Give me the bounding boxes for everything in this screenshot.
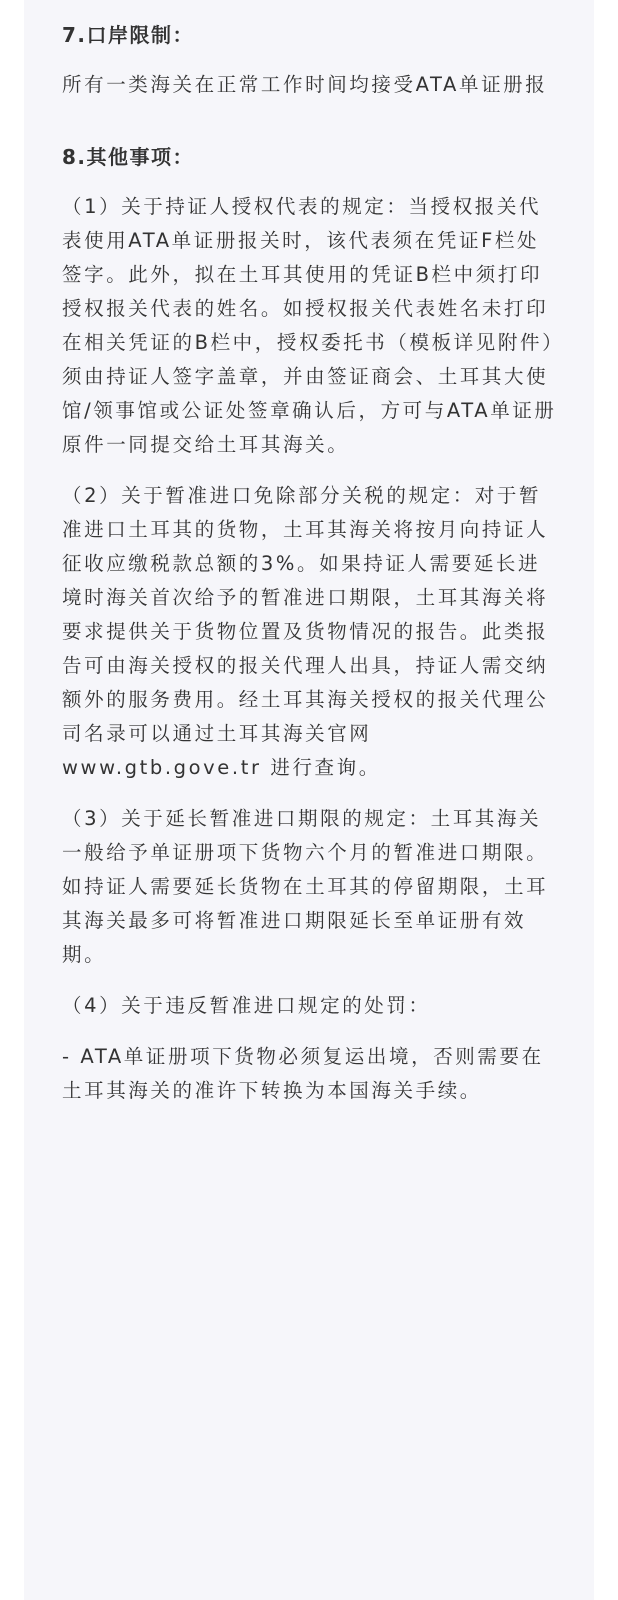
paragraph-penalties-heading: （4）关于违反暂准进口规定的处罚： (62, 994, 431, 1017)
section-title-other-matters: 8.其他事项： (62, 145, 195, 169)
paragraph-port-acceptance: 所有一类海关在正常工作时间均接受ATA单证册报 (62, 73, 548, 96)
paragraph-re-export-requirement: - ATA单证册项下货物必须复运出境，否则需要在土耳其海关的准许下转换为本国海关手续。 (62, 1045, 544, 1102)
paragraph-authorized-representative: （1）关于持证人授权代表的规定：当授权报关代表使用ATA单证册报关时，该代表须在凭证F栏处签字。此外，拟在土耳其使用的凭证B栏中须打印授权报关代表的姓名。如授权报关代表姓名未打印在相关凭证的B栏中，授权委托书（模板详见附件）须由持证人签字盖章，并由签证商会、土耳其大使馆/领事馆或公证处签章确认后，方可与ATA单证册原件一同提交给土耳其海关。 (62, 195, 557, 456)
section-title-port-restrictions: 7.口岸限制： (62, 23, 195, 47)
paragraph-partial-duty-exemption: （2）关于暂准进口免除部分关税的规定：对于暂准进口土耳其的货物，土耳其海关将按月向持证人征收应缴税款总额的3%。如果持证人需要延长进境时海关首次给予的暂准进口期限，土耳其海关将要求提供关于货物位置及货物情况的报告。此类报告可由海关授权的报关代理人出具，持证人需交纳额外的服务费用。经土耳其海关授权的报关代理公司名录可以通过土耳其海关官网www.gtb.gove.tr 进行查询。 (62, 484, 549, 779)
article-body (24, 0, 594, 1600)
paragraph-extension-of-period: （3）关于延长暂准进口期限的规定：土耳其海关一般给予单证册项下货物六个月的暂准进口期限。如持证人需要延长货物在土耳其的停留期限，土耳其海关最多可将暂准进口期限延长至单证册有效期。 (62, 807, 549, 966)
